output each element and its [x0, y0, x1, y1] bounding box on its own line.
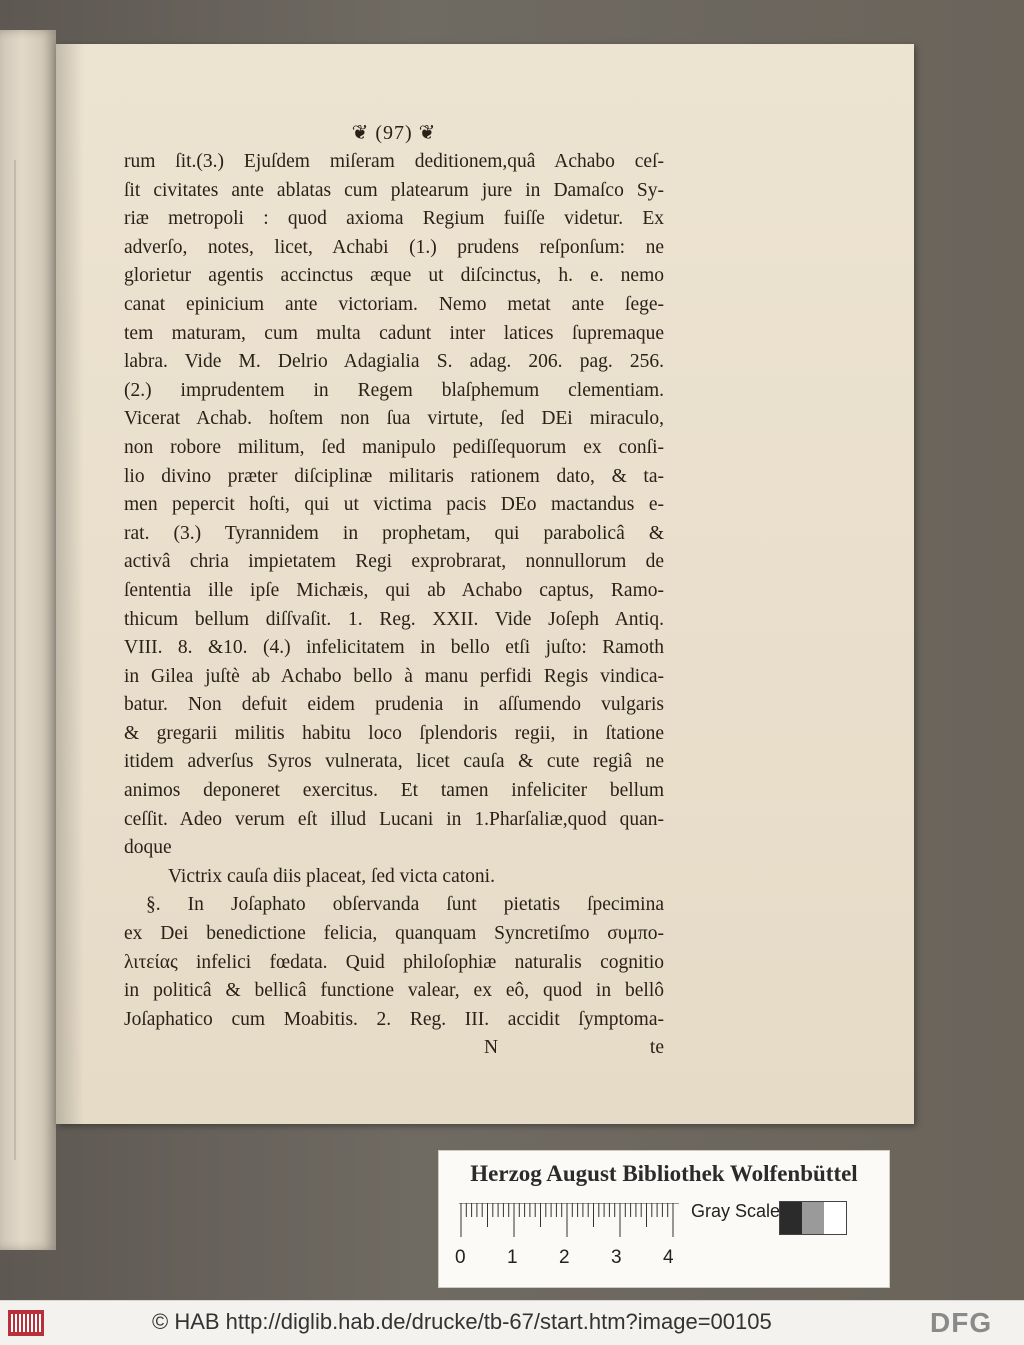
page-text [124, 118, 664, 1062]
ruler-number: 3 [611, 1247, 622, 1268]
text-lines [124, 148, 664, 1034]
text-line: canat epinicium ante victoriam. Nemo metat ante ſege- [124, 293, 664, 315]
text-line: & gregarii militis habitu loco ſplendoris regii, in ſtatione [124, 722, 664, 744]
page-fold-line [14, 160, 16, 1160]
gray-scale-label: Gray Scale [691, 1201, 781, 1221]
text-line: λιτείας infelici fœdata. Quid philoſophiæ naturalis cognitio [124, 951, 664, 973]
library-label-card [438, 1150, 890, 1288]
text-line: labra. Vide M. Delrio Adagialia S. adag. 206. pag. 256. [124, 351, 664, 373]
page-gutter-shadow [56, 44, 84, 1124]
text-line: (2.) imprudentem in Regem blaſphemum clementiam. [124, 379, 664, 401]
text-line: riæ metropoli : quod axioma Regium fuiſſe videtur. Ex [124, 208, 664, 230]
text-line: glorietur agentis accinctus æque ut diſcinctus, h. e. nemo [124, 265, 664, 287]
text-line: rat. (3.) Tyrannidem in prophetam, qui parabolicâ & [124, 522, 664, 544]
text-line: thicum bellum diſſvaſit. 1. Reg. XXII. Vide Joſeph Antiq. [124, 608, 664, 630]
text-line: men pepercit hoſti, qui ut victima pacis DEo mactandus e- [124, 494, 664, 516]
page-number: ❦ (97) ❦ [351, 122, 437, 144]
ruler-number: 1 [507, 1247, 518, 1268]
text-line: animos deponeret exercitus. Et tamen infeliciter bellum [124, 780, 664, 802]
text-line: adverſo, notes, licet, Achabi (1.) prudens reſponſum: ne [124, 236, 664, 258]
text-line: batur. Non defuit eidem prudenia in aſſumendo vulgaris [124, 694, 664, 716]
text-line: itidem adverſus Syros vulnerata, licet cauſa & cute regiâ ne [124, 751, 664, 773]
text-line: lio divino præter diſciplinæ militaris rationem dato, & ta- [124, 465, 664, 487]
text-line: doque [124, 837, 172, 859]
text-line: in Gilea juſtè ab Achabo bello à manu perfidi Regis vindica- [124, 665, 664, 687]
ruler-number: 4 [663, 1247, 674, 1268]
text-line: ex Dei benedictione felicia, quanquam Syncretiſmo συμπο- [124, 923, 664, 945]
library-name: Herzog August Bibliothek Wolfenbüttel [470, 1161, 858, 1186]
text-line: ſit civitates ante ablatas cum platearum jure in Damaſco Sy- [124, 179, 664, 201]
text-line: tem maturam, cum multa cadunt inter latices ſupremaque [124, 322, 664, 344]
text-line: §. In Joſaphato obſervanda ſunt pietatis ſpecimina [146, 894, 664, 916]
scale-ruler [459, 1203, 679, 1243]
gray-swatch-light [824, 1202, 846, 1234]
text-line: Joſaphatico cum Moabitis. 2. Reg. III. accidit ſymptoma- [124, 1008, 664, 1030]
text-line: VIII. 8. &10. (4.) infelicitatem in bello etſi juſto: Ramoth [124, 637, 664, 659]
text-line: ſententia ille ipſe Michæis, qui ab Achabo captus, Ramo- [124, 579, 664, 601]
text-line: activâ chria impietatem Regi exprobrarat, nonnullorum de [124, 551, 664, 573]
gray-swatch-dark [780, 1202, 802, 1234]
signature-mark: N [484, 1037, 499, 1059]
dfg-logo: DFG [930, 1307, 993, 1338]
gray-scale-swatches [779, 1201, 847, 1235]
text-line: non robore militum, ſed manipulo pediſſequorum ex conſi- [124, 436, 664, 458]
catchword: te [649, 1037, 664, 1059]
previous-page-edge [0, 30, 56, 1250]
ruler-numbers [455, 1247, 695, 1273]
ruler-number: 0 [455, 1247, 466, 1268]
text-line: ceſſit. Adeo verum eſt illud Lucani in 1.Pharſaliæ,quod quan- [124, 808, 664, 830]
ruler-number: 2 [559, 1247, 570, 1268]
footer-credit-link[interactable]: © HAB http://diglib.hab.de/drucke/tb-67/start.htm?image=00105 [152, 1309, 772, 1334]
hab-logo-icon [8, 1310, 44, 1336]
text-line: Vicerat Achab. hoſtem non ſua virtute, ſed DEi miraculo, [124, 408, 664, 430]
text-line: rum ſit.(3.) Ejuſdem miſeram deditionem,quâ Achabo ceſ- [124, 151, 664, 172]
signature-row [124, 1034, 664, 1062]
text-line: Victrix cauſa diis placeat, ſed victa catoni. [168, 865, 495, 887]
text-line: in politicâ & bellicâ functione valear, ex eô, quod in bellô [124, 980, 664, 1002]
gray-swatch-mid [802, 1202, 824, 1234]
footer-bar [0, 1300, 1024, 1345]
